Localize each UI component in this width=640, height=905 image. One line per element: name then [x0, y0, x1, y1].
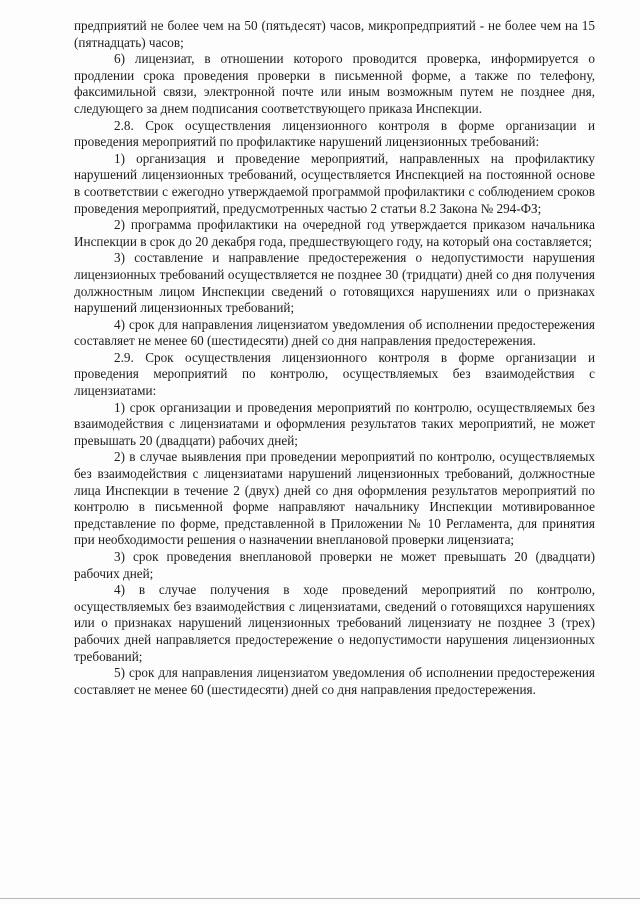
paragraph-2-8-item-2: 2) программа профилактики на очередной год утверждается приказом начальника Инспекции в срок до 20 декабря года, предшествующего году, на который она составляется;	[74, 217, 595, 249]
paragraph-2-9-item-5: 5) срок для направления лицензиатом уведомления об исполнении предостережения составляет не менее 60 (шестидесяти) дней со дня направления предостережения.	[74, 665, 595, 697]
paragraph-section-2-9: 2.9. Срок осуществления лицензионного контроля в форме организации и проведения мероприятий по контролю, осуществляемых без взаимодействия с лицензиатами:	[74, 349, 595, 399]
paragraph-2-9-item-1: 1) срок организации и проведения мероприятий по контролю, осуществляемых без взаимодействия с лицензиатами и оформления результатов таких мероприятий, не может превышать 20 (двадцати) рабочих дней;	[74, 399, 595, 448]
paragraph-extension-notice: 6) лицензиат, в отношении которого проводится проверка, информируется о продлении срока проведения проверки в письменной форме, а также по телефону, факсимильной связи, электронной почте или иным возможным путем не позднее дня, следующего за днем подписания соответствующего приказа Инспекции.	[74, 51, 595, 116]
paragraph-2-9-item-3: 3) срок проведения внеплановой проверки не может превышать 20 (двадцати) рабочих дней;	[74, 549, 595, 581]
paragraph-2-9-item-2: 2) в случае выявления при проведении мероприятий по контролю, осуществляемых без взаимодействия с лицензиатами нарушений лицензионных требований, должностные лица Инспекции в течение 2 (двух) дней со дня оформления результатов мероприятий по контролю в письменной форме направляют начальнику Инспекции мотивированное представление по форме, представленной в Приложении № 10 Регламента, для принятия при необходимости решения о назначении внеплановой проверки лицензиата;	[74, 449, 595, 548]
page-bottom-edge	[0, 898, 640, 899]
paragraph-2-8-item-1: 1) организация и проведение мероприятий, направленных на профилактику нарушений лицензионных требований, осуществляется Инспекцией на постоянной основе в соответствии с ежегодно утверждаемой программой профилактики с соблюдением сроков проведения мероприятий, предусмотренных частью 2 статьи 8.2 Закона № 294-ФЗ;	[74, 150, 595, 216]
paragraph-2-8-item-4: 4) срок для направления лицензиатом уведомления об исполнении предостережения составляет не менее 60 (шестидесяти) дней со дня направления предостережения.	[74, 316, 595, 349]
document-body	[74, 18, 595, 698]
paragraph-2-9-item-4: 4) в случае получения в ходе проведений мероприятий по контролю, осуществляемых без взаимодействия с лицензиатами, сведений о готовящихся нарушениях или о признаках нарушений лицензионных требований лицензиату не позднее 3 (трех) рабочих дней направляется предостережение о недопустимости нарушения лицензионных требований;	[74, 582, 595, 664]
paragraph-2-8-item-3: 3) составление и направление предостережения о недопустимости нарушения лицензионных требований осуществляется не позднее 30 (тридцати) дней со дня получения должностным лицом Инспекции сведений о готовящихся нарушениях или о признаках нарушений лицензионных требований;	[74, 250, 595, 316]
paragraph-continuation: предприятий не более чем на 50 (пятьдесят) часов, микропредприятий - не более чем на 15 (пятнадцать) часов;	[74, 18, 595, 50]
paragraph-section-2-8: 2.8. Срок осуществления лицензионного контроля в форме организации и проведения мероприятий по профилактике нарушений лицензионных требований:	[74, 117, 595, 150]
